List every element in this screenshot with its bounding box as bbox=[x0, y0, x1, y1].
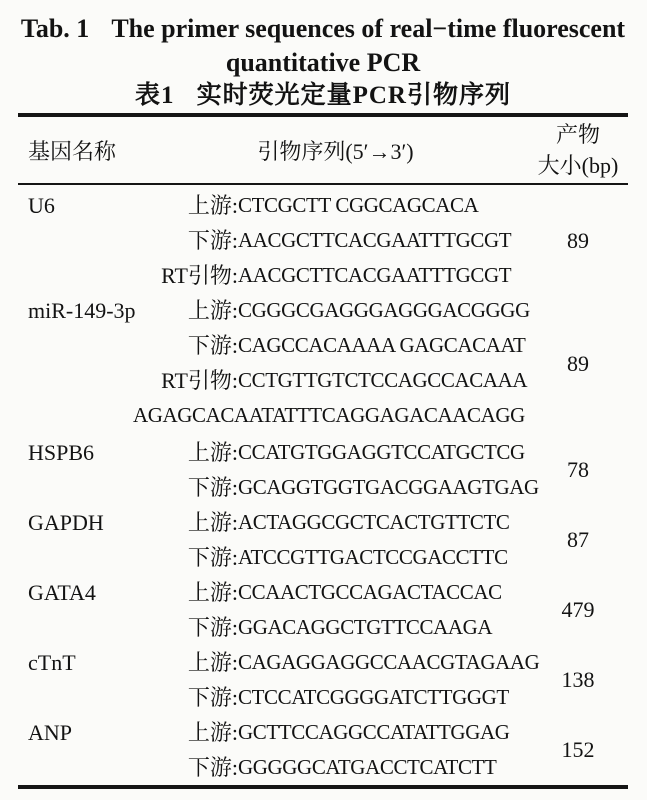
primer-sequence: ATCCGTTGACTCCGACCTTC bbox=[238, 545, 508, 569]
table-title-en-text: The primer sequences of real−time fluorescent bbox=[111, 14, 626, 43]
primer-direction-label: 上游: bbox=[187, 298, 238, 323]
gene-name: miR-149-3p bbox=[28, 298, 136, 323]
primer-direction-label: 上游: bbox=[187, 510, 238, 535]
primer-lines bbox=[133, 188, 528, 293]
gene-name: U6 bbox=[28, 193, 55, 218]
product-size: 78 bbox=[567, 457, 589, 482]
primer-sequence: CTCGCTT CGGCAGCACA bbox=[238, 193, 479, 217]
primer-sequence: AACGCTTCACGAATTTGCGT bbox=[238, 228, 512, 252]
product-size: 89 bbox=[567, 351, 589, 376]
product-size: 479 bbox=[561, 597, 595, 622]
table-row bbox=[18, 645, 628, 715]
primer-line bbox=[133, 223, 528, 258]
primer-sequence: AACGCTTCACGAATTTGCGT bbox=[238, 263, 512, 287]
primer-direction-label: 下游: bbox=[187, 615, 238, 640]
primer-lines bbox=[133, 505, 528, 575]
primer-sequence: GGGGGCATGACCTCATCTT bbox=[238, 755, 497, 779]
primer-direction-label: 下游: bbox=[187, 475, 238, 500]
product-size: 152 bbox=[561, 737, 595, 762]
table-title-zh bbox=[18, 79, 628, 113]
primer-line bbox=[133, 540, 528, 575]
primer-direction-label: RT引物: bbox=[161, 263, 238, 288]
primer-line bbox=[133, 363, 528, 398]
primer-direction-label: 上游: bbox=[187, 650, 238, 675]
header-primer-sequence: 引物序列(5′→3′) bbox=[257, 138, 414, 164]
primer-direction-label: 上游: bbox=[187, 720, 238, 745]
primer-line bbox=[133, 188, 528, 223]
primer-line bbox=[133, 715, 528, 750]
table-row bbox=[18, 188, 628, 293]
header-product-size-line1: 产物 bbox=[555, 122, 600, 147]
primer-direction-label: 下游: bbox=[187, 755, 238, 780]
primer-lines bbox=[133, 575, 528, 645]
table-title-en-line2: quantitative PCR bbox=[225, 48, 421, 77]
primer-line bbox=[133, 575, 528, 610]
primer-sequence: AGAGCACAATATTTCAGGAGACAACAGG bbox=[133, 403, 525, 427]
table-row bbox=[18, 505, 628, 575]
product-size: 87 bbox=[567, 527, 589, 552]
primer-line bbox=[133, 435, 528, 470]
primer-direction-label: 下游: bbox=[187, 333, 238, 358]
primer-line bbox=[133, 680, 528, 715]
primer-sequence: CGGGCGAGGGAGGGACGGGG bbox=[238, 298, 530, 322]
primer-direction-label: 下游: bbox=[187, 228, 238, 253]
table-title-zh-text: 实时荧光定量PCR引物序列 bbox=[196, 82, 511, 109]
header-gene-name: 基因名称 bbox=[28, 138, 117, 164]
primer-sequence: GGACAGGCTGTTCCAAGA bbox=[238, 615, 493, 639]
gene-name: HSPB6 bbox=[28, 440, 95, 465]
table-number-zh: 表1 bbox=[135, 82, 175, 109]
primer-line bbox=[133, 505, 528, 540]
primer-line bbox=[133, 610, 528, 645]
product-size: 138 bbox=[561, 667, 595, 692]
gene-name: GAPDH bbox=[28, 510, 104, 535]
primer-lines bbox=[133, 435, 539, 505]
primer-line bbox=[133, 398, 528, 435]
primer-sequence: CCAACTGCCAGACTACCAC bbox=[238, 580, 502, 604]
table-row bbox=[18, 715, 628, 785]
primer-direction-label: RT引物: bbox=[161, 368, 238, 393]
primer-line bbox=[133, 470, 539, 505]
primer-direction-label: 上游: bbox=[187, 440, 238, 465]
primer-sequence: CAGAGGAGGCCAACGTAGAAG bbox=[238, 650, 540, 674]
primer-line bbox=[133, 645, 540, 680]
table-row bbox=[18, 435, 628, 505]
primer-sequence: CCATGTGGAGGTCCATGCTCG bbox=[238, 440, 525, 464]
header-product-size bbox=[528, 119, 628, 181]
primer-direction-label: 下游: bbox=[187, 545, 238, 570]
table-header-row bbox=[18, 117, 628, 183]
primer-sequence: CTCCATCGGGGATCTTGGGT bbox=[238, 685, 509, 709]
primer-sequence: GCAGGTGGTGACGGAAGTGAG bbox=[238, 475, 539, 499]
primer-line bbox=[133, 328, 528, 363]
primer-direction-label: 上游: bbox=[187, 580, 238, 605]
table-row bbox=[18, 293, 628, 435]
primer-line bbox=[133, 293, 528, 328]
gene-name: ANP bbox=[28, 720, 73, 745]
table-row bbox=[18, 575, 628, 645]
primer-line bbox=[133, 258, 528, 293]
primer-sequence: CAGCCACAAAA GAGCACAAT bbox=[238, 333, 526, 357]
primer-direction-label: 上游: bbox=[187, 193, 238, 218]
table-bottom-rule bbox=[18, 785, 628, 789]
primer-sequence: GCTTCCAGGCCATATTGGAG bbox=[238, 720, 510, 744]
table-title-en-line1 bbox=[18, 12, 628, 46]
primer-lines bbox=[133, 715, 528, 785]
primer-line bbox=[133, 750, 528, 785]
table-body bbox=[18, 185, 628, 785]
gene-name: cTnT bbox=[28, 650, 76, 675]
primer-sequence: CCTGTTGTCTCCAGCCACAAA bbox=[238, 368, 528, 392]
primer-sequence: ACTAGGCGCTCACTGTTCTC bbox=[238, 510, 510, 534]
primer-lines bbox=[133, 293, 528, 435]
table-number-en: Tab. 1 bbox=[20, 14, 90, 43]
gene-name: GATA4 bbox=[28, 580, 96, 605]
header-product-size-line2: 大小(bp) bbox=[537, 153, 619, 178]
primer-direction-label: 下游: bbox=[187, 685, 238, 710]
product-size: 89 bbox=[567, 227, 589, 253]
primer-lines bbox=[133, 645, 540, 715]
